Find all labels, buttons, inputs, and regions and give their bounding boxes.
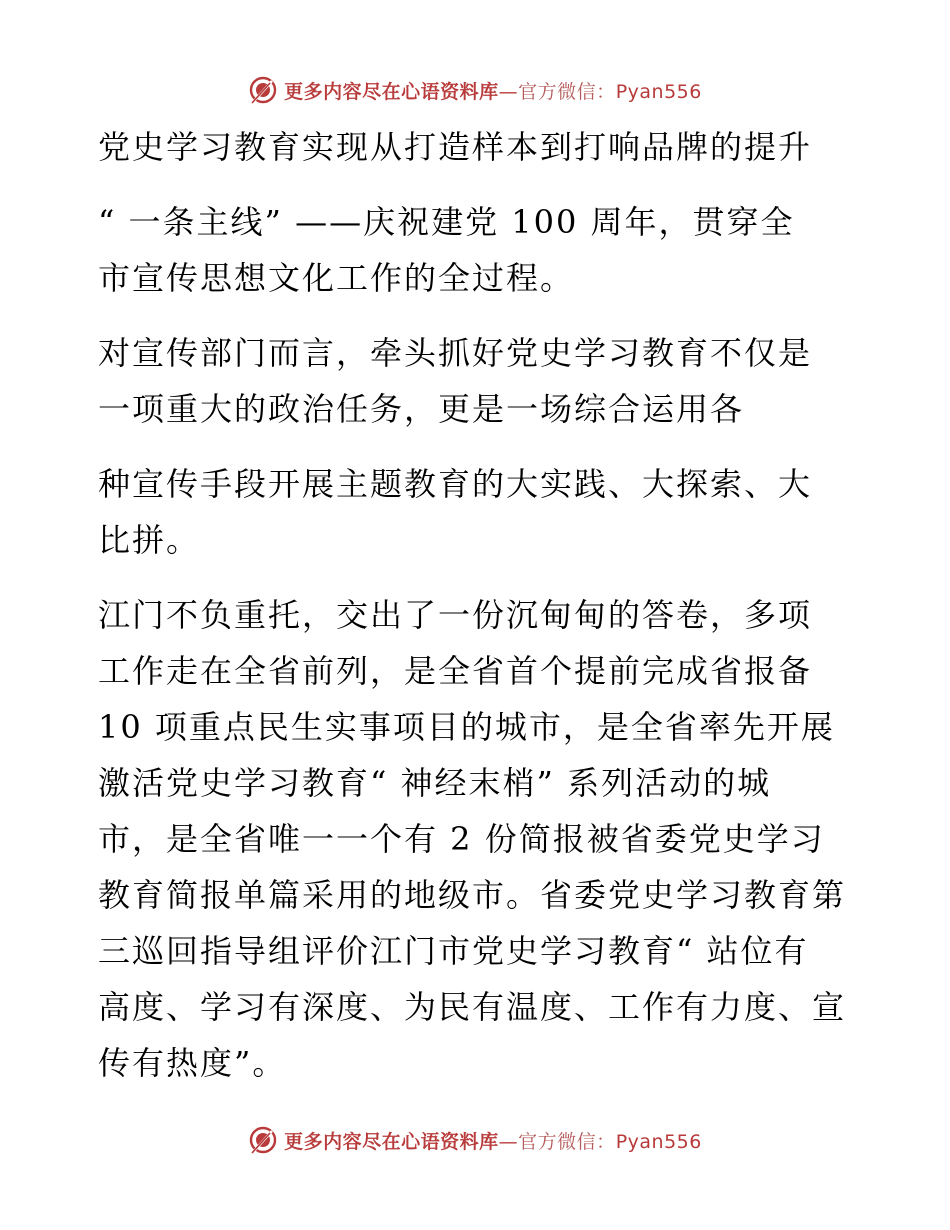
text-line: 10 项重点民生实事项目的城市，是全省率先开展	[98, 708, 835, 746]
watermark-wechat-id: Pyan556	[615, 80, 702, 103]
text-line: 党史学习教育实现从打造样本到打响品牌的提升	[98, 128, 813, 166]
watermark-wechat-label: 官方微信：	[518, 1130, 616, 1153]
watermark-dash: —	[498, 1130, 519, 1153]
text-line: 比拼。	[98, 521, 201, 559]
pen-seal-logo-icon	[248, 1125, 278, 1155]
text-line: 三巡回指导组评价江门市党史学习教育“ 站位有	[98, 932, 809, 970]
text-line: 激活党史学习教育“ 神经末梢” 系列活动的城	[98, 764, 772, 802]
watermark-main-text: 更多内容尽在心语资料库	[284, 80, 499, 103]
watermark-wechat-label: 官方微信：	[518, 80, 616, 103]
watermark-text	[284, 1127, 702, 1154]
text-line: 市，是全省唯一一个有 2 份简报被省委党史学习	[98, 820, 825, 858]
text-line: 江门不负重托，交出了一份沉甸甸的答卷，多项	[98, 596, 813, 634]
text-line: 高度、学习有深度、为民有温度、工作有力度、宣	[98, 988, 847, 1026]
text-line: 对宣传部门而言，牵头抓好党史学习教育不仅是	[98, 334, 813, 372]
text-line: 一项重大的政治任务，更是一场综合运用各	[98, 390, 745, 428]
text-line: “ 一条主线” ——庆祝建党 100 周年，贯穿全	[98, 203, 795, 241]
watermark-dash: —	[498, 80, 519, 103]
text-line: 工作走在全省前列，是全省首个提前完成省报备	[98, 652, 813, 690]
text-line: 市宣传思想文化工作的全过程。	[98, 259, 575, 297]
watermark-main-text: 更多内容尽在心语资料库	[284, 1130, 499, 1153]
watermark-wechat-id: Pyan556	[615, 1130, 702, 1153]
text-line: 传有热度”。	[98, 1044, 287, 1082]
text-line: 教育简报单篇采用的地级市。省委党史学习教育第	[98, 876, 847, 914]
footer-watermark	[0, 1120, 950, 1160]
text-line: 种宣传手段开展主题教育的大实践、大探索、大	[98, 465, 813, 503]
